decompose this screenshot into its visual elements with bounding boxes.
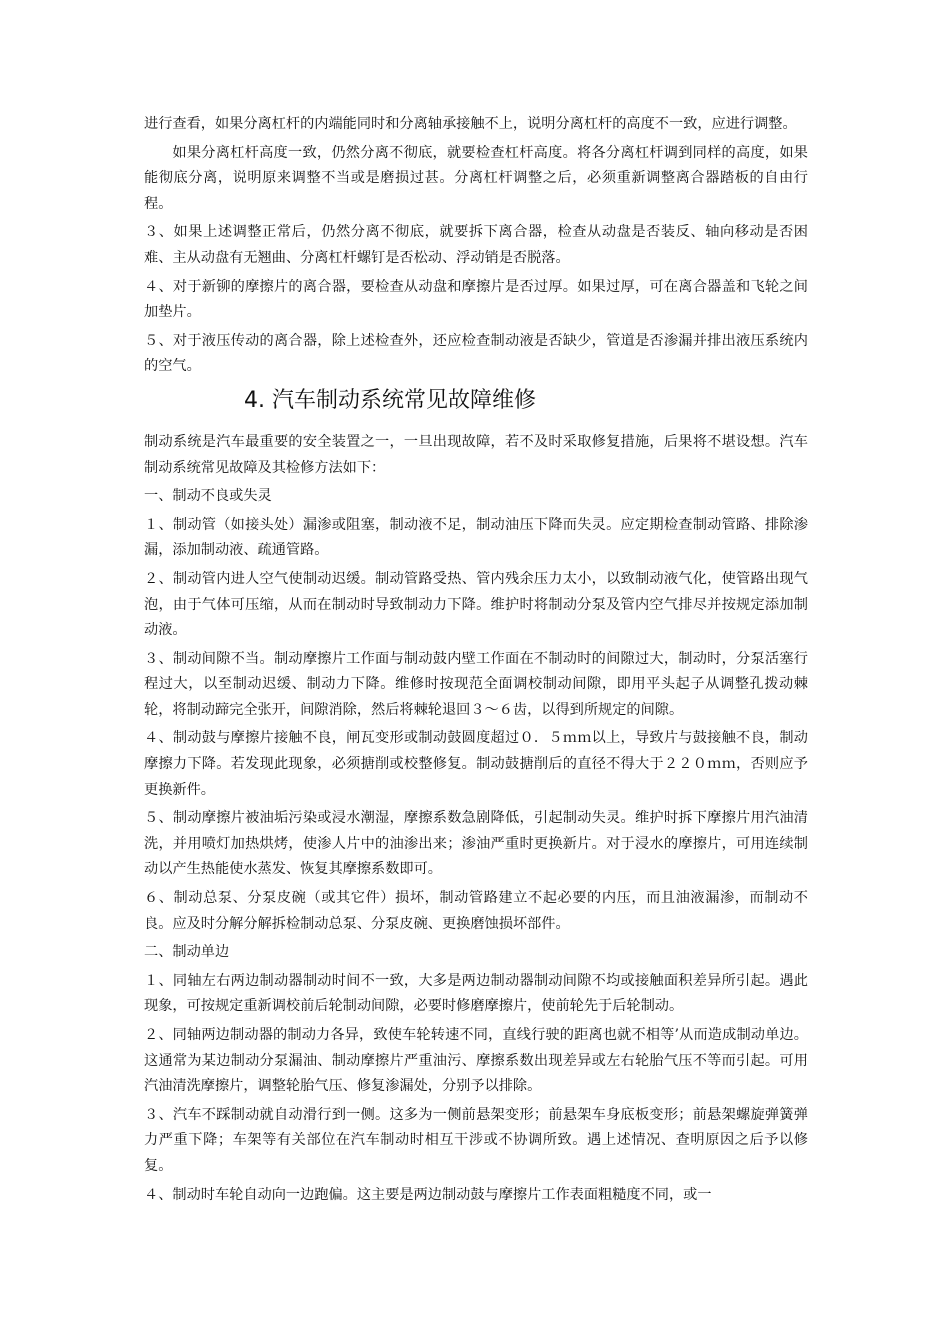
list-item: １、同轴左右两边制动器制动时间不一致，大多是两边制动器制动间隙不均或接触面积差异所引起。遇此现象，可按规定重新调校前后轮制动间隙，必要时修磨摩擦片，使前轮先于后轮制动。: [144, 972, 808, 1015]
paragraph: 如果分离杠杆高度一致，仍然分离不彻底，就要检查杠杆高度。将各分离杠杆调到同样的高度，如果能彻底分离，说明原来调整不当或是磨损过甚。分离杠杆调整之后，必须重新调整离合器踏板的自由行程。: [144, 144, 808, 212]
part-2: [144, 940, 808, 1208]
list-item: ３、汽车不踩制动就自动滑行到一侧。这多为一侧前悬架变形；前悬架车身底板变形；前悬架螺旋弹簧弹力严重下降；车架等有关部位在汽车制动时相互干涉或不协调所致。遇上述情况、查明原因之后予以修复。: [144, 1106, 808, 1174]
part-1: [144, 484, 808, 937]
subheading: 二、制动单边: [144, 944, 230, 961]
continuation-section: [144, 112, 808, 380]
paragraph: ５、对于液压传动的离合器，除上述检查外，还应检查制动液是否缺少，管道是否渗漏并排出液压系统内的空气。: [144, 332, 808, 375]
subheading: 一、制动不良或失灵: [144, 488, 272, 505]
list-item: ４、制动鼓与摩擦片接触不良，闸瓦变形或制动鼓圆度超过０．５ｍｍ以上，导致片与鼓接触不良，制动摩擦力下降。若发现此现象，必须搪削或校整修复。制动鼓搪削后的直径不得大于２２０ｍｍ，否则应予更换新件。: [144, 730, 808, 798]
list-item: ２、制动管内进人空气使制动迟缓。制动管路受热、管内残余压力太小，以致制动液气化，使管路出现气泡，由于气体可压缩，从而在制动时导致制动力下降。维护时将制动分泵及管内空气排尽并按规定添加制动液。: [144, 570, 808, 639]
paragraph: 进行查看，如果分离杠杆的内端能同时和分离轴承接触不上，说明分离杠杆的高度不一致，应进行调整。: [144, 116, 797, 132]
list-item: ３、制动间隙不当。制动摩擦片工作面与制动鼓内壁工作面在不制动时的间隙过大，制动时，分泵活塞行程过大，以至制动迟缓、制动力下降。维修时按现范全面调校制动间隙，即用平头起子从调整孔拨动棘轮，将制动蹄完全张开，间隙消除，然后将棘轮退回３～６齿，以得到所规定的间隙。: [144, 650, 808, 718]
list-item: １、制动管（如接头处）漏渗或阻塞，制动液不足，制动油压下降而失灵。应定期检查制动管路、排除渗漏，添加制动液、疏通管路。: [144, 516, 808, 559]
list-item: ６、制动总泵、分泵皮碗（或其它件）损坏，制动管路建立不起必要的内压，而且油液漏渗，而制动不良。应及时分解分解拆检制动总泵、分泵皮碗、更换磨蚀损坏部件。: [144, 890, 808, 932]
paragraph: ３、如果上述调整正常后，仍然分离不彻底，就要拆下离合器，检查从动盘是否装反、轴向移动是否困难、主从动盘有无翘曲、分离杠杆螺钉是否松动、浮动销是否脱落。: [144, 224, 808, 266]
list-item: ５、制动摩擦片被油垢污染或浸水潮湿，摩擦系数急剧降低，引起制动失灵。维护时拆下摩擦片用汽油清洗，并用喷灯加热烘烤，使渗人片中的油渗出来；渗油严重时更换新片。对于浸水的摩擦片，可用连续制动以产生热能使水蒸发、恢复其摩擦系数即可。: [144, 810, 808, 878]
intro-paragraph: 制动系统是汽车最重要的安全装置之一，一旦出现故障，若不及时采取修复措施，后果将不堪设想。汽车制动系统常见故障及其检修方法如下：: [144, 433, 808, 476]
section-title: 4. 汽车制动系统常见故障维修: [244, 387, 536, 413]
paragraph: ４、对于新铆的摩擦片的离合器，要检查从动盘和摩擦片是否过厚。如果过厚，可在离合器盖和飞轮之间加垫片。: [144, 278, 808, 321]
document-page: [144, 112, 808, 1211]
list-item: ４、制动时车轮自动向一边跑偏。这主要是两边制动鼓与摩擦片工作表面粗糙度不同，或一: [144, 1186, 712, 1203]
list-item: ２、同轴两边制动器的制动力各异，致使车轮转速不同，直线行驶的距离也就不相等’从而造成制动单边。这通常为某边制动分泵漏油、制动摩擦片严重油污、摩擦系数出现差异或左右轮胎气压不等而引起。可用汽油清洗摩擦片，调整轮胎气压、修复渗漏处，分别予以排除。: [144, 1027, 808, 1095]
